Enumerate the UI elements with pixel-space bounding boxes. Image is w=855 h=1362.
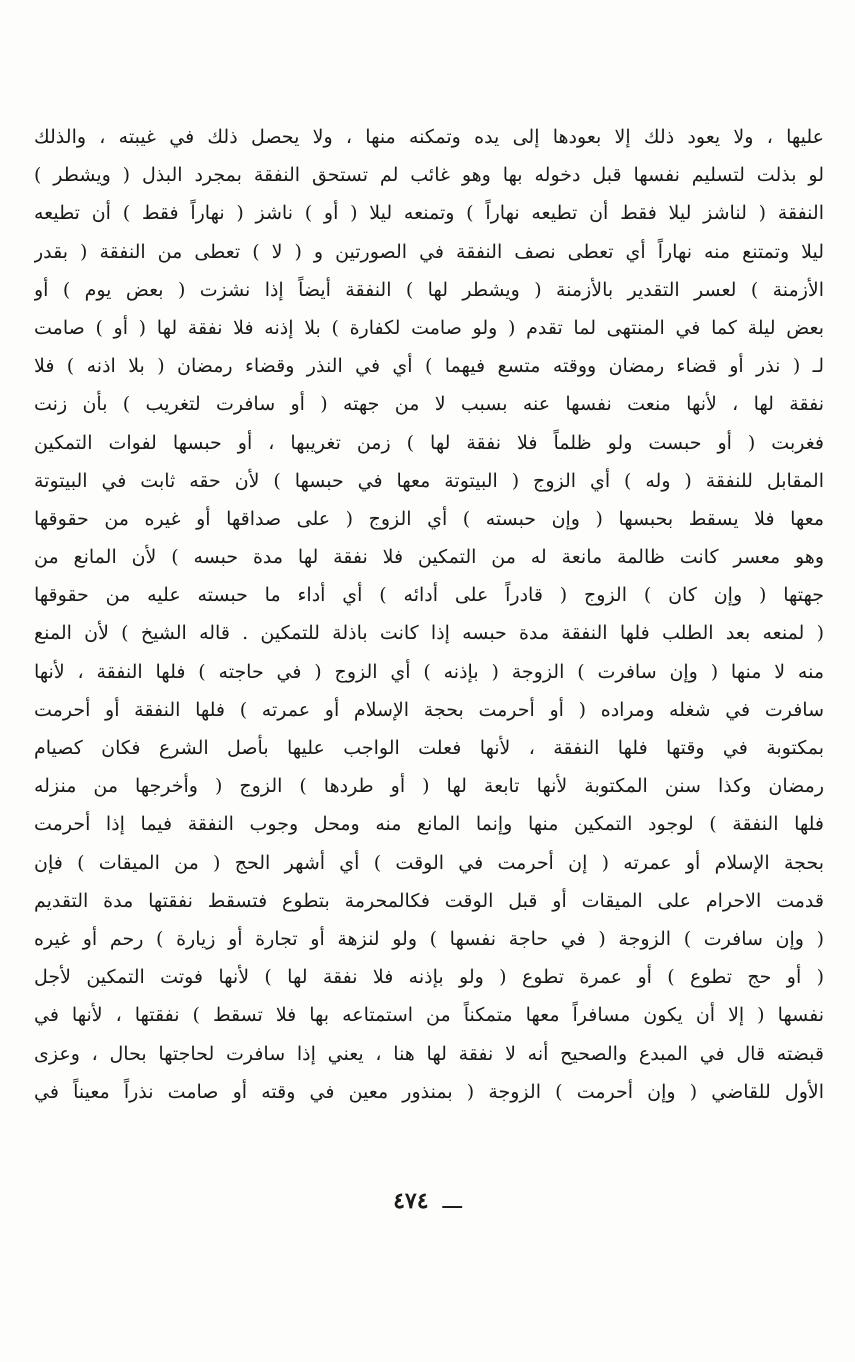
text-line: بمكتوبة في وقتها فلها النفقة ، لأنها فعلت الواجب عليها بأصل الشرع فكان كصيام (34, 737, 824, 759)
text-line: لـ ( نذر أو قضاء رمضان ووقته متسع فيهما ) أي في النذر وقضاء رمضان ( بلا اذنه ) فلا (34, 355, 824, 378)
text-line: بحجة الإسلام أو عمرته ( إن أحرمت في الوقت ) أي أشهر الحج ( من الميقات ) فإن (34, 851, 824, 874)
text-line: عليها ، ولا يعود ذلك إلا بعودها إلى يده وتمكنه منها ، ولا يحصل ذلك في غيبته ، والذلك (34, 126, 824, 148)
text-line: النفقة ( لناشز ليلا فقط أن تطيعه نهاراً ) وتمنعه ليلا ( أو ) ناشز ( نهاراً فقط ) أن تطيعه (34, 202, 824, 225)
text-line: بعض ليلة كما في المنتهى لما تقدم ( ولو صامت لكفارة ) بلا إذنه فلا نفقة لها ( أو ) صامت (34, 316, 824, 339)
body-text (34, 118, 824, 1111)
text-line: سافرت في شغله ومراده ( أو أحرمت بحجة الإسلام أو عمرته ) فلها النفقة أو أحرمت (34, 698, 824, 721)
text-line: منه لا منها ( وإن سافرت ) الزوجة ( بإذنه ) أي الزوج ( في حاجته ) فلها النفقة ، لأنها (34, 660, 824, 683)
text-line: لو بذلت لتسليم نفسها قبل دخوله بها وهو غائب لم تستحق النفقة بمجرد البذل ( ويشطر ) (34, 164, 824, 187)
text-line: فغربت ( أو حبست ولو ظلماً فلا نفقة لها ) زمن تغريبها ، أو حبسها لفوات التمكين (34, 431, 824, 454)
page-footer (0, 1188, 855, 1214)
text-line: جهتها ( وإن كان ) الزوج ( قادراً على أدائه ) أي أداء ما حبسته عليه من حقوقها (34, 584, 824, 607)
footer-dash: ـــ (442, 1189, 462, 1214)
text-line: وهو معسر كانت ظالمة مانعة له من التمكين فلا نفقة لها مدة حبسه ) لأن المانع من (34, 546, 824, 569)
text-line: قبضته قال في المبدع والصحيح أنه لا نفقة لها هنا ، يعني إذا سافرت لحاجتها بحال ، وعزى (34, 1042, 824, 1065)
text-line: ( وإن سافرت ) الزوجة ( في حاجة نفسها ) ولو لنزهة أو تجارة أو زيارة ) رحم أو غيره (34, 927, 824, 950)
text-line: نفقة لها ، لأنها منعت نفسها عنه بسبب لا من جهته ( أو سافرت لتغريب ) بأن زنت (34, 393, 824, 416)
text-line: الأول للقاضي ( وإن أحرمت ) الزوجة ( بمنذور معين في وقته أو صامت نذراً معيناً في (34, 1080, 824, 1103)
text-line: الأزمنة ) لعسر التقدير بالأزمنة ( ويشطر لها ) النفقة أيضاً إذا نشزت ( بعض يوم ) أو (34, 278, 824, 301)
text-line: المقابل للنفقة ( وله ) أي الزوج ( البيتوتة معها في حبسها ) لأن حقه ثابت في البيتوتة (34, 469, 824, 492)
text-line: فلها النفقة ) لوجود التمكين منها وإنما المانع منه ومحل وجوب النفقة فيما إذا أحرمت (34, 813, 824, 836)
page-number: ٤٧٤ (393, 1188, 429, 1214)
text-line: قدمت الاحرام على الميقات أو قبل الوقت فكالمحرمة بتطوع فتسقط نفقتها مدة التقديم (34, 889, 824, 912)
text-line: نفسها ( إلا أن يكون مسافراً معها متمكناً من استمتاعه بها فلا تسقط ) نفقتها ، لأنها في (34, 1004, 824, 1027)
text-line: ( أو حج تطوع ) أو عمرة تطوع ( ولو بإذنه فلا نفقة لها ) لأنها فوتت التمكين لأجل (34, 966, 824, 989)
text-line: معها فلا يسقط بحبسها ( وإن حبسته ) أي الزوج ( على صداقها أو غيره من حقوقها (34, 507, 824, 530)
text-line: ( لمنعه بعد الطلب فلها النفقة مدة حبسه إذا كانت باذلة للتمكين . قاله الشيخ ) لأن المنع (34, 622, 824, 645)
text-line: ليلا وتمتنع منه نهاراً أي تعطى نصف النفقة في الصورتين و ( لا ) تعطى من النفقة ( بقدر (34, 240, 824, 263)
text-line: رمضان وكذا سنن المكتوبة لأنها تابعة لها ( أو طردها ) الزوج ( وأخرجها من منزله (34, 775, 824, 798)
